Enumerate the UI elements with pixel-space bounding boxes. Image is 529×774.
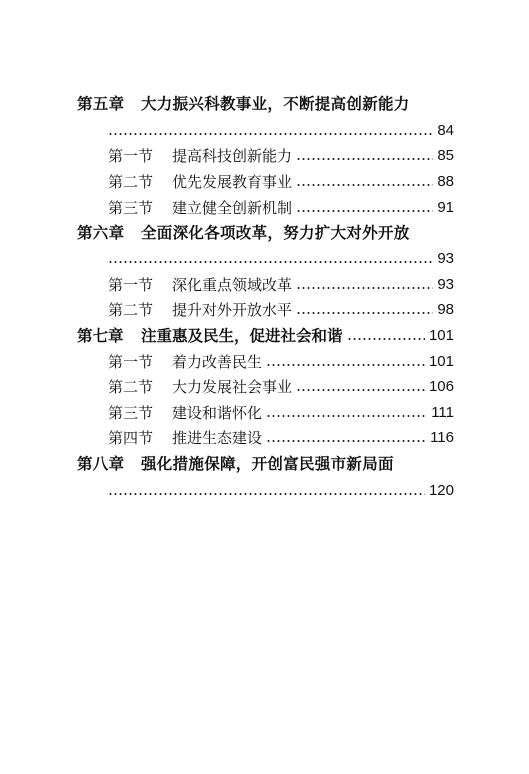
chapter-5-page: 84 [437,122,454,139]
chapter-5-leader-line [108,119,454,143]
chapter-7-title: 注重惠及民生，促进社会和谐 [141,327,343,345]
section-title: 推进生态建设 [172,429,263,447]
toc-entry-5-1[interactable] [108,144,454,168]
section-number: 第四节 [108,429,154,447]
dot-leader [108,133,433,135]
chapter-6-heading[interactable] [77,221,410,245]
section-number: 第二节 [108,378,154,396]
section-title: 着力改善民生 [172,353,263,371]
chapter-6-number: 第六章 [77,224,125,242]
chapter-8-title: 强化措施保障，开创富民强市新局面 [141,455,394,473]
dot-leader [296,389,425,391]
dot-leader [347,338,425,340]
section-number: 第一节 [108,147,154,165]
section-number: 第三节 [108,404,154,422]
dot-leader [296,184,433,186]
toc-entry-5-3[interactable] [108,196,454,220]
dot-leader [266,440,426,442]
section-page: 116 [430,429,454,446]
chapter-8-page: 120 [428,482,454,499]
section-page: 88 [437,173,454,190]
chapter-8-heading[interactable] [77,452,394,476]
chapter-7-number: 第七章 [77,327,124,345]
section-title: 深化重点领域改革 [172,276,293,294]
dot-leader [108,261,433,263]
toc-entry-5-2[interactable] [108,170,454,194]
dot-leader [266,415,427,417]
section-page: 85 [437,147,454,164]
section-page: 106 [428,378,454,395]
dot-leader [296,158,433,160]
section-title: 建设和谐怀化 [172,404,263,422]
section-page: 91 [437,199,454,216]
dot-leader [296,210,433,212]
section-title: 优先发展教育事业 [172,173,293,191]
toc-entry-7-2[interactable] [108,375,454,399]
chapter-5-title: 大力振兴科教事业，不断提高创新能力 [141,95,410,113]
section-page: 98 [437,301,454,318]
section-number: 第二节 [108,173,154,191]
toc-entry-7-1[interactable] [108,350,454,374]
section-number: 第一节 [108,353,154,371]
chapter-7-heading[interactable] [77,324,454,348]
chapter-5-heading[interactable] [77,92,410,116]
chapter-5-number: 第五章 [77,95,125,113]
dot-leader [266,364,425,366]
section-title: 提升对外开放水平 [172,301,293,319]
section-number: 第一节 [108,276,154,294]
toc-entry-7-4[interactable] [108,426,454,450]
chapter-6-leader-line [108,247,454,271]
dot-leader [296,312,433,314]
section-number: 第三节 [108,199,154,217]
chapter-8-leader-line [108,479,454,503]
section-title: 建立健全创新机制 [172,199,293,217]
chapter-8-number: 第八章 [77,455,125,473]
section-title: 大力发展社会事业 [172,378,293,396]
chapter-7-page: 101 [428,327,454,344]
section-page: 93 [437,276,454,293]
chapter-6-page: 93 [437,250,454,267]
section-number: 第二节 [108,301,154,319]
section-page: 111 [431,404,454,421]
dot-leader [296,287,433,289]
toc-entry-6-1[interactable] [108,273,454,297]
section-page: 101 [428,353,454,370]
toc-entry-6-2[interactable] [108,298,454,322]
chapter-6-title: 全面深化各项改革，努力扩大对外开放 [141,224,410,242]
toc-entry-7-3[interactable] [108,401,454,425]
dot-leader [108,493,425,495]
section-title: 提高科技创新能力 [172,147,293,165]
